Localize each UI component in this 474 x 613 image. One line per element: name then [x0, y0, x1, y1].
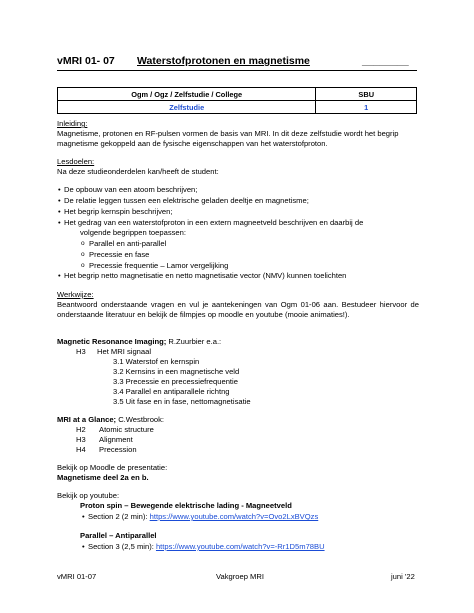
lit2-chapter-number: H3 — [76, 435, 86, 444]
lit2-author: C.Westbrook: — [116, 415, 165, 424]
goal-item: • Het begrip kernspin beschrijven; — [64, 207, 172, 217]
goal-item-continuation: volgende begrippen toepassen: — [80, 228, 186, 237]
youtube-line: Bekijk op youtube: — [57, 491, 120, 500]
video2-item — [88, 542, 325, 552]
footer-center: Vakgroep MRI — [216, 572, 264, 581]
lit1-author: R.Zuurbier e.a.: — [166, 337, 222, 346]
goal-item: • Het gedrag van een waterstofproton in een extern magneetveld beschrijven en daarbij de — [64, 218, 363, 228]
lit2-chapter-title: Precession — [99, 445, 137, 454]
lit1-line — [57, 337, 221, 347]
lit1-section: 3.4 Parallel en antiparallele richtng — [113, 387, 230, 396]
intro-heading: Inleiding: — [57, 119, 88, 128]
video2-title: Parallel – Antiparallel — [80, 531, 157, 540]
moodle-presentation-title: Magnetisme deel 2a en b. — [57, 473, 149, 482]
lit2-chapter-number: H4 — [76, 445, 86, 454]
lit2-chapter-title: Atomic structure — [99, 425, 154, 434]
lit2-title: MRI at a Glance; — [57, 415, 117, 424]
title-trailing-underline: ________ — [362, 55, 409, 67]
meta-col1-value: Zelfstudie — [58, 101, 316, 114]
lit1-section: 3.2 Kernsins in een magnetische veld — [113, 367, 240, 376]
lit2-line — [57, 415, 164, 425]
document-title: Waterstofprotonen en magnetisme — [137, 55, 310, 67]
header-rule — [57, 70, 417, 71]
video2-link[interactable]: https://www.youtube.com/watch?v=-Rr1D5m78BU — [155, 542, 325, 551]
video1-link[interactable]: https://www.youtube.com/watch?v=Ovo2LxBVQzs — [149, 512, 319, 521]
goal-item: • De opbouw van een atoom beschrijven; — [64, 185, 197, 195]
lit1-chapter-number: H3 — [76, 347, 86, 356]
footer-right: juni '22 — [391, 572, 415, 581]
video1-label: Section 2 (2 min): — [88, 512, 150, 521]
lit1-section: 3.1 Waterstof en kernspin — [113, 357, 200, 366]
lit1-section: 3.5 Uit fase en in fase, nettomagnetisatie — [113, 397, 251, 406]
video2-label: Section 3 (2,5 min): — [88, 542, 156, 551]
goal-subitem: o Precessie frequentie – Lamor vergelijking — [89, 261, 228, 271]
footer-left: vMRI 01-07 — [57, 572, 97, 581]
goal-subitem: o Parallel en anti-parallel — [89, 239, 166, 249]
goal-item: • Het begrip netto magnetisatie en netto magnetisatie vector (NMV) kunnen toelichten — [64, 271, 346, 281]
lit2-chapter-number: H2 — [76, 425, 86, 434]
meta-col1-header: Ogm / Ogz / Zelfstudie / College — [58, 88, 316, 101]
lit1-title: Magnetic Resonance Imaging; — [57, 337, 167, 346]
video1-title: Proton spin – Bewegende elektrische lading - Magneetveld — [80, 501, 292, 510]
meta-table — [57, 87, 417, 114]
goal-item: • De relatie leggen tussen een elektrische geladen deeltje en magnetisme; — [64, 196, 309, 206]
method-text: Beantwoord onderstaande vragen en vul je aantekeningen van Ogm 01-06 aan. Bestudeer hiervoor de onderstaande literatuur en bekijk de filmpjes op moodle en youtube (mooie animaties!). — [57, 300, 419, 319]
meta-value-row — [58, 101, 417, 114]
method-heading: Werkwijze: — [57, 290, 94, 299]
goals-lead: Na deze studieonderdelen kan/heeft de student: — [57, 167, 219, 176]
lit1-chapter-title: Het MRI signaal — [97, 347, 152, 356]
meta-header-row — [58, 88, 417, 101]
lit2-chapter-title: Alignment — [99, 435, 133, 444]
document-code: vMRI 01- 07 — [57, 55, 115, 67]
meta-col2-header: SBU — [316, 88, 417, 101]
goal-subitem: o Precessie en fase — [89, 250, 149, 260]
intro-text: Magnetisme, protonen en RF-pulsen vormen de basis van MRI. In dit deze zelfstudie wordt het begrip magnetisme gekoppeld aan de fysische eigenschappen van het waterstofproton. — [57, 129, 399, 148]
moodle-line: Bekijk op Moodle de presentatie: — [57, 463, 168, 472]
lit1-section: 3.3 Precessie en precessiefrequentie — [113, 377, 238, 386]
video1-item — [88, 512, 318, 522]
meta-col2-value: 1 — [316, 101, 417, 114]
goals-heading: Lesdoelen: — [57, 157, 95, 166]
